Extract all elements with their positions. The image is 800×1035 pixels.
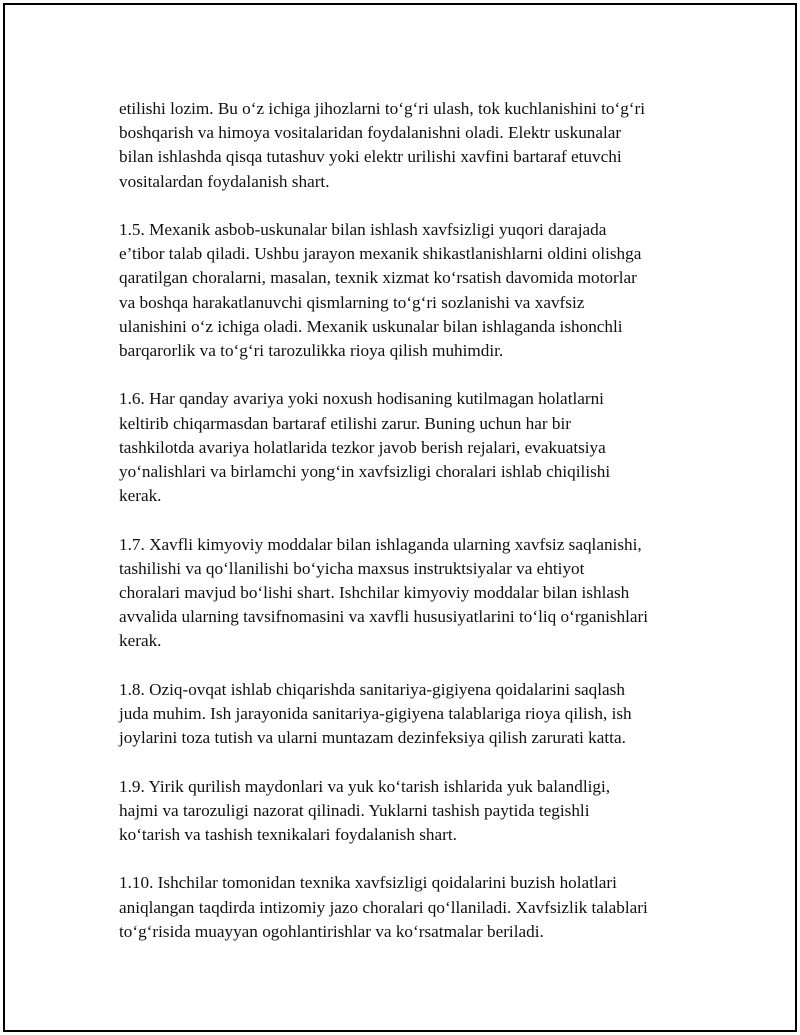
document-body — [119, 97, 709, 968]
paragraph-1-8: 1.8. Oziq-ovqat ishlab chiqarishda sanitariya-gigiyena qoidalarini saqlash juda muhim. Ish jarayonida sanitariya-gigiyena talablariga rioya qilish, ish joylarini toza tutish va ularni muntazam dezinfeksiya qilish zarurati katta. — [119, 679, 632, 748]
paragraph-1-9: 1.9. Yirik qurilish maydonlari va yuk ko‘tarish ishlarida yuk balandligi, hajmi va tarozuligi nazorat qilinadi. Yuklarni tashish paytida tegishli ko‘tarish va tashish texnikalari foydalanish shart. — [119, 776, 611, 845]
paragraph-1-7: 1.7. Xavfli kimyoviy moddalar bilan ishlaganda ularning xavfsiz saqlanishi, tashilishi va qo‘llanilishi bo‘yicha maxsus instruktsiyalar va ehtiyot choralari mavjud bo‘lishi shart. Ishchilar kimyoviy moddalar bilan ishlash avvalida ularning tavsifnomasini va xavfli hususiyatlarini to‘liq o‘rganishlari kerak. — [119, 534, 649, 651]
paragraph-1-5: 1.5. Mexanik asbob-uskunalar bilan ishlash xavfsizligi yuqori darajada e’tibor talab qiladi. Ushbu jarayon mexanik shikastlanishlarni oldini olishga qaratilgan choralarni, masalan, texnik xizmat ko‘rsatish davomida motorlar va boshqa harakatlanuvchi qismlarning to‘g‘ri sozlanishi va xavfsiz ulanishini o‘z ichiga oladi. Mexanik uskunalar bilan ishlaganda ishonchli barqarorlik va to‘g‘ri tarozulikka rioya qilish muhimdir. — [119, 220, 642, 361]
paragraph-1-10: 1.10. Ishchilar tomonidan texnika xavfsizligi qoidalarini buzish holatlari aniqlangan taqdirda intizomiy jazo choralari qo‘llaniladi. Xavfsizlik talablari to‘g‘risida muayyan ogohlantirishlar va ko‘rsatmalar beriladi. — [119, 873, 648, 941]
page-frame — [3, 3, 797, 1032]
paragraph-continuation: etilishi lozim. Bu o‘z ichiga jihozlarni to‘g‘ri ulash, tok kuchlanishini to‘g‘ri boshqarish va himoya vositalaridan foydalanishni oladi. Elektr uskunalar bilan ishlashda qisqa tutashuv yoki elektr urilishi xavfini bartaraf etuvchi vositalardan foydalanish shart. — [119, 99, 646, 191]
paragraph-1-6: 1.6. Har qanday avariya yoki noxush hodisaning kutilmagan holatlarni keltirib chiqarmasdan bartaraf etilishi zarur. Buning uchun har bir tashkilotda avariya holatlarida tezkor javob berish rejalari, evakuatsiya yo‘nalishlari va birlamchi yong‘in xavfsizligi choralari ishlab chiqilishi kerak. — [119, 389, 611, 506]
